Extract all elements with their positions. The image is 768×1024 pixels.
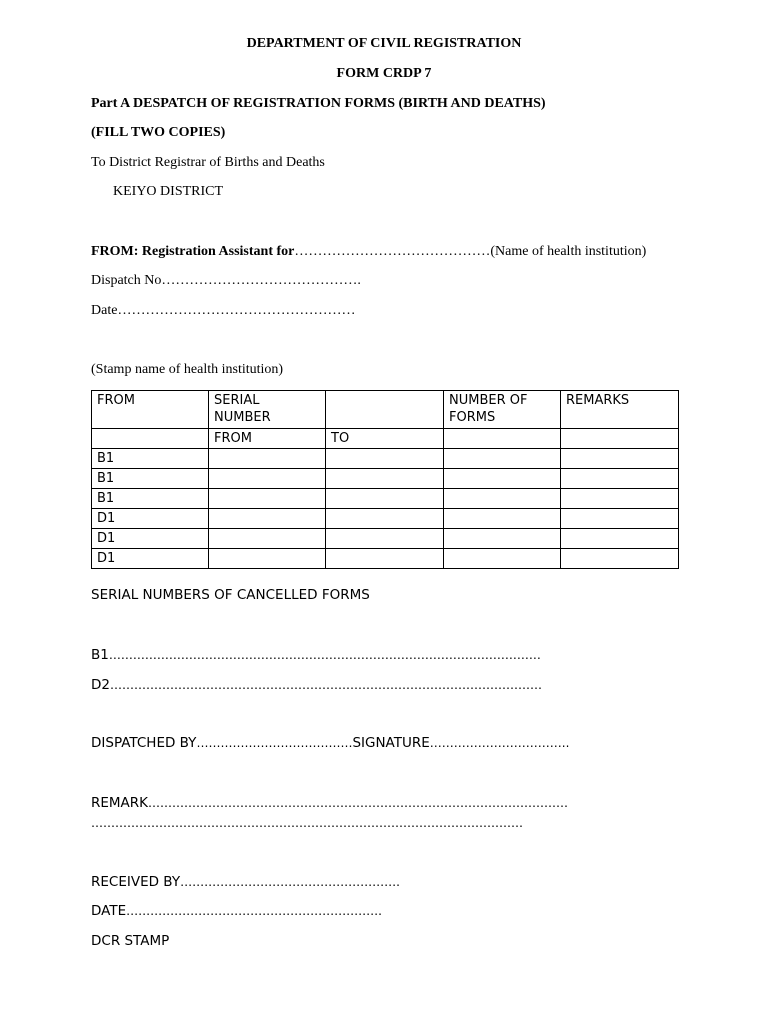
row-serial-from[interactable] — [209, 509, 326, 529]
date-field[interactable]: …………………………………………… — [117, 303, 356, 318]
received-by-field[interactable]: ………………………………………………. — [180, 875, 400, 889]
dispatch-no-label: Dispatch No — [91, 273, 162, 288]
dispatch-table — [91, 390, 679, 569]
row-serial-to[interactable] — [326, 549, 444, 569]
receipt-date-label: DATE — [91, 903, 127, 919]
dispatched-by-field[interactable]: ………………………………… — [196, 736, 353, 750]
row-type: B1 — [92, 469, 209, 489]
row-serial-from[interactable] — [209, 449, 326, 469]
row-type: B1 — [92, 449, 209, 469]
row-number-of-forms[interactable] — [444, 449, 561, 469]
dispatched-by-line — [91, 735, 569, 751]
row-serial-to[interactable] — [326, 449, 444, 469]
header-remarks: REMARKS — [561, 391, 679, 429]
header-from: FROM — [92, 391, 209, 429]
cancelled-b1-line — [91, 647, 541, 663]
district-name: KEIYO DISTRICT — [113, 184, 224, 199]
to-line: To District Registrar of Births and Deaths — [91, 155, 325, 170]
row-serial-to[interactable] — [326, 509, 444, 529]
cancelled-d2-field[interactable]: ……………………………………………………………………………………………… — [109, 678, 542, 692]
cancelled-b1-label: B1 — [91, 647, 109, 663]
subheader-serial-from: FROM — [209, 429, 326, 449]
row-type: D1 — [92, 509, 209, 529]
receipt-date-field[interactable]: ………………………………………………………. — [126, 904, 382, 918]
row-remarks[interactable] — [561, 469, 679, 489]
table-header-row — [92, 391, 679, 429]
header-number-of-forms: NUMBER OF FORMS — [444, 391, 561, 429]
table-row — [92, 449, 679, 469]
row-remarks[interactable] — [561, 449, 679, 469]
row-type: D1 — [92, 529, 209, 549]
dispatched-by-label: DISPATCHED BY — [91, 735, 197, 751]
row-type: D1 — [92, 549, 209, 569]
part-title: Part A DESPATCH OF REGISTRATION FORMS (BIRTH AND DEATHS) — [91, 96, 546, 111]
date-line — [91, 303, 355, 319]
cancelled-b1-field[interactable]: ……………………………………………………………………………………………… — [108, 648, 541, 662]
received-by-line — [91, 874, 400, 890]
table-subheader-row — [92, 429, 679, 449]
subheader-from-col — [92, 429, 209, 449]
remark-label: REMARK — [91, 795, 149, 811]
dcr-stamp-label: DCR STAMP — [91, 933, 170, 949]
row-serial-from[interactable] — [209, 529, 326, 549]
receipt-date-line — [91, 903, 382, 919]
row-serial-to[interactable] — [326, 529, 444, 549]
row-remarks[interactable] — [561, 509, 679, 529]
row-remarks[interactable] — [561, 549, 679, 569]
row-serial-from[interactable] — [209, 549, 326, 569]
table-row — [92, 549, 679, 569]
form-code: FORM CRDP 7 — [336, 66, 432, 81]
row-serial-from[interactable] — [209, 469, 326, 489]
row-number-of-forms[interactable] — [444, 469, 561, 489]
row-remarks[interactable] — [561, 489, 679, 509]
from-suffix: (Name of health institution) — [490, 244, 647, 259]
cancelled-d2-line — [91, 677, 542, 693]
received-by-label: RECEIVED BY — [91, 874, 181, 890]
copies-note: (FILL TWO COPIES) — [91, 125, 226, 140]
row-remarks[interactable] — [561, 529, 679, 549]
table-row — [92, 469, 679, 489]
row-number-of-forms[interactable] — [444, 509, 561, 529]
row-serial-to[interactable] — [326, 489, 444, 509]
cancelled-d2-label: D2 — [91, 677, 110, 693]
signature-field[interactable]: …………………………….. — [429, 736, 570, 750]
dispatch-no-field[interactable]: ……………………………………. — [161, 273, 361, 288]
remark-line — [91, 795, 568, 811]
row-serial-to[interactable] — [326, 469, 444, 489]
subheader-serial-to: TO — [326, 429, 444, 449]
subheader-remarks-col — [561, 429, 679, 449]
table-row — [92, 509, 679, 529]
row-number-of-forms[interactable] — [444, 489, 561, 509]
row-number-of-forms[interactable] — [444, 529, 561, 549]
from-institution-field[interactable]: …………………………………… — [294, 244, 491, 259]
table-row — [92, 489, 679, 509]
table-row — [92, 529, 679, 549]
row-number-of-forms[interactable] — [444, 549, 561, 569]
from-label: FROM: Registration Assistant for — [91, 244, 295, 259]
row-serial-from[interactable] — [209, 489, 326, 509]
dispatch-no-line — [91, 273, 361, 289]
from-line — [91, 244, 646, 260]
header-serial-number: SERIAL NUMBER — [209, 391, 326, 429]
date-label: Date — [91, 303, 118, 318]
department-title: DEPARTMENT OF CIVIL REGISTRATION — [246, 36, 522, 51]
signature-label: SIGNATURE — [352, 735, 430, 751]
remark-field-line1[interactable]: …………………………………………………………………………………………… — [148, 796, 569, 810]
subheader-forms-col — [444, 429, 561, 449]
row-type: B1 — [92, 489, 209, 509]
stamp-note: (Stamp name of health institution) — [91, 362, 284, 377]
cancelled-title: SERIAL NUMBERS OF CANCELLED FORMS — [91, 587, 370, 603]
remark-field-line2[interactable]: ……………………………………………………………………………………………… — [91, 816, 523, 830]
header-blank — [326, 391, 444, 429]
